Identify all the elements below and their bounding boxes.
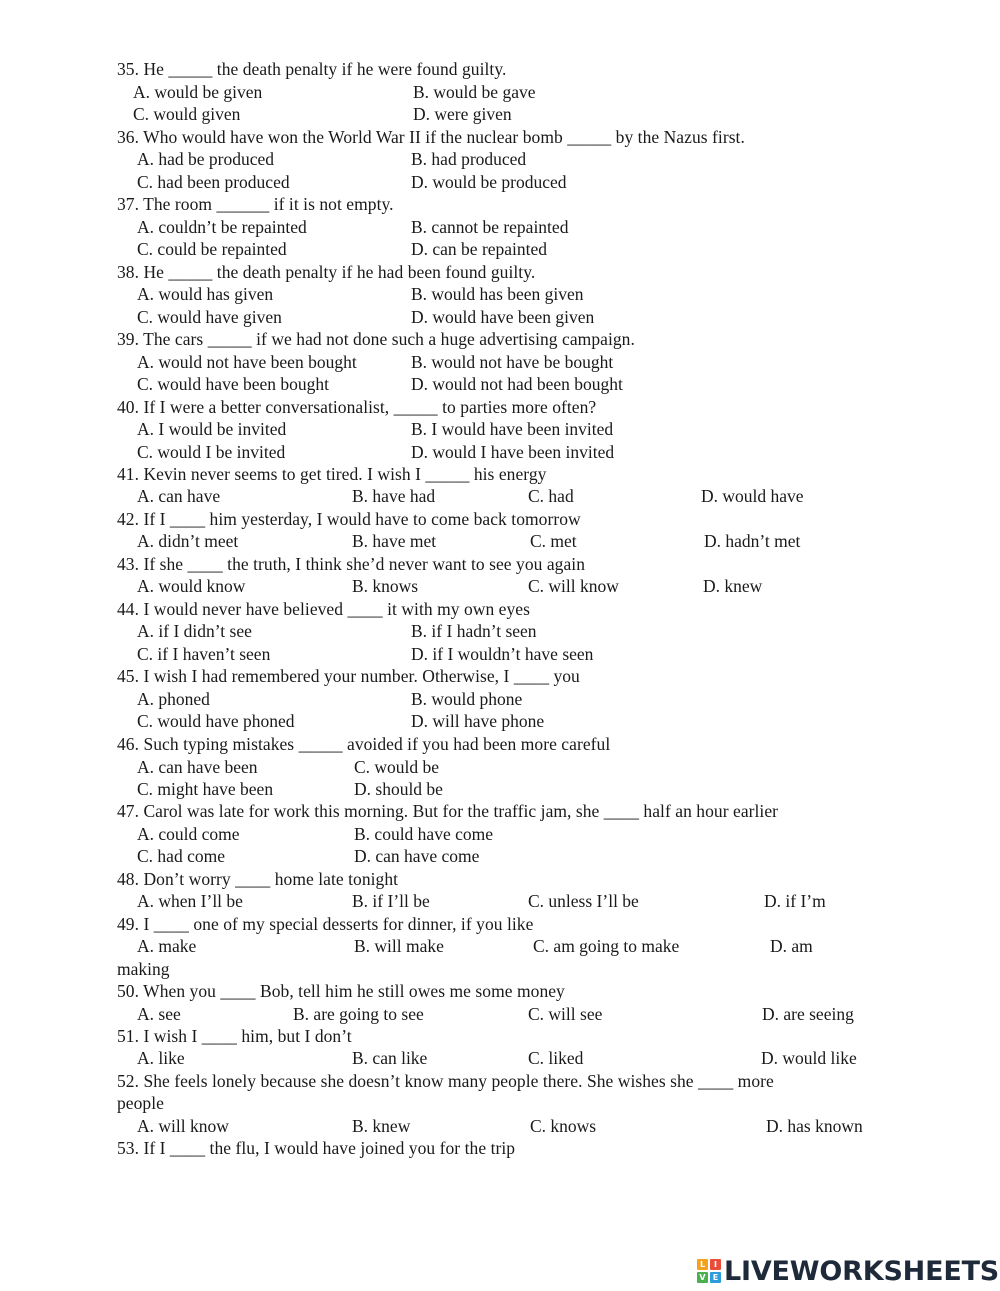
question-49-option-d-wrap: making	[117, 959, 170, 979]
question-37-stem: 37. The room ______ if it is not empty.	[117, 194, 394, 214]
question-40-stem: 40. If I were a better conversationalist, _____ to parties more often?	[117, 397, 597, 417]
question-36-option-c[interactable]: C. had been produced	[137, 172, 290, 192]
logo-tile-e: E	[710, 1272, 721, 1283]
question-47-option-b[interactable]: B. could have come	[354, 824, 493, 844]
question-43-option-b[interactable]: B. knows	[352, 576, 419, 596]
question-38-option-d[interactable]: D. would have been given	[411, 307, 595, 327]
logo-tile-i: I	[710, 1259, 721, 1270]
question-42-option-a[interactable]: A. didn’t meet	[137, 531, 239, 551]
question-50-option-c[interactable]: C. will see	[528, 1004, 603, 1024]
question-41-option-d[interactable]: D. would have	[701, 486, 804, 506]
question-49-option-d[interactable]: D. am	[770, 936, 813, 956]
question-46-option-c1[interactable]: C. would be	[354, 757, 440, 777]
liveworksheets-logo	[697, 1255, 999, 1287]
question-46-option-d[interactable]: D. should be	[354, 779, 443, 799]
question-40-option-c[interactable]: C. would I be invited	[137, 442, 286, 462]
question-35-option-a[interactable]: A. would be given	[133, 82, 263, 102]
question-41-option-c[interactable]: C. had	[528, 486, 574, 506]
question-51-option-d[interactable]: D. would like	[761, 1048, 857, 1068]
question-35-option-c[interactable]: C. would given	[133, 104, 241, 124]
question-42-stem: 42. If I ____ him yesterday, I would have to come back tomorrow	[117, 509, 581, 529]
question-42-option-d[interactable]: D. hadn’t met	[704, 531, 801, 551]
question-37-option-c[interactable]: C. could be repainted	[137, 239, 287, 259]
question-48-stem: 48. Don’t worry ____ home late tonight	[117, 869, 399, 889]
question-37-option-b[interactable]: B. cannot be repainted	[411, 217, 569, 237]
logo-tile-v: V	[697, 1272, 708, 1283]
question-45-option-a[interactable]: A. phoned	[137, 689, 210, 709]
question-35-option-d[interactable]: D. were given	[413, 104, 512, 124]
question-38-stem: 38. He _____ the death penalty if he had been found guilty.	[117, 262, 536, 282]
question-46-stem: 46. Such typing mistakes _____ avoided if you had been more careful	[117, 734, 611, 754]
question-51-stem: 51. I wish I ____ him, but I don’t	[117, 1026, 352, 1046]
question-39-option-b[interactable]: B. would not have be bought	[411, 352, 614, 372]
question-43-option-c[interactable]: C. will know	[528, 576, 619, 596]
question-36-option-d[interactable]: D. would be produced	[411, 172, 567, 192]
question-46-option-a[interactable]: A. can have been	[137, 757, 258, 777]
question-48-option-b[interactable]: B. if I’ll be	[352, 891, 430, 911]
question-50-stem: 50. When you ____ Bob, tell him he still owes me some money	[117, 981, 565, 1001]
question-45-stem: 45. I wish I had remembered your number. Otherwise, I ____ you	[117, 666, 580, 686]
question-52-stem-wrap: people	[117, 1093, 164, 1113]
question-40-option-b[interactable]: B. I would have been invited	[411, 419, 614, 439]
question-36-option-a[interactable]: A. had be produced	[137, 149, 275, 169]
question-47-option-c[interactable]: C. had come	[137, 846, 225, 866]
question-47-stem: 47. Carol was late for work this morning. But for the traffic jam, she ____ half an hour earlier	[117, 801, 779, 821]
question-39-option-a[interactable]: A. would not have been bought	[137, 352, 357, 372]
question-48-option-d[interactable]: D. if I’m	[764, 891, 826, 911]
question-49-option-c[interactable]: C. am going to make	[533, 936, 680, 956]
question-40-option-a[interactable]: A. I would be invited	[137, 419, 287, 439]
logo-tiles	[697, 1259, 721, 1283]
question-35-option-b[interactable]: B. would be gave	[413, 82, 536, 102]
question-43-stem: 43. If she ____ the truth, I think she’d never want to see you again	[117, 554, 586, 574]
question-46-option-c2[interactable]: C. might have been	[137, 779, 274, 799]
question-38-option-c[interactable]: C. would have given	[137, 307, 282, 327]
question-36-option-b[interactable]: B. had produced	[411, 149, 527, 169]
question-35-stem: 35. He _____ the death penalty if he were found guilty.	[117, 59, 507, 79]
question-37-option-d[interactable]: D. can be repainted	[411, 239, 548, 259]
question-44-option-a[interactable]: A. if I didn’t see	[137, 621, 252, 641]
question-41-stem: 41. Kevin never seems to get tired. I wish I _____ his energy	[117, 464, 547, 484]
question-52-option-c[interactable]: C. knows	[530, 1116, 597, 1136]
question-44-option-b[interactable]: B. if I hadn’t seen	[411, 621, 537, 641]
question-44-stem: 44. I would never have believed ____ it with my own eyes	[117, 599, 530, 619]
question-39-option-d[interactable]: D. would not had been bought	[411, 374, 623, 394]
question-44-option-c[interactable]: C. if I haven’t seen	[137, 644, 271, 664]
question-37-option-a[interactable]: A. couldn’t be repainted	[137, 217, 307, 237]
question-49-option-b[interactable]: B. will make	[354, 936, 444, 956]
logo-wordmark: LIVEWORKSHEETS	[724, 1255, 1000, 1287]
question-52-option-b[interactable]: B. knew	[352, 1116, 411, 1136]
question-48-option-a[interactable]: A. when I’ll be	[137, 891, 243, 911]
question-47-option-d[interactable]: D. can have come	[354, 846, 480, 866]
question-40-option-d[interactable]: D. would I have been invited	[411, 442, 615, 462]
question-51-option-a[interactable]: A. like	[137, 1048, 185, 1068]
question-39-option-c[interactable]: C. would have been bought	[137, 374, 329, 394]
question-36-stem: 36. Who would have won the World War II if the nuclear bomb _____ by the Nazus first.	[117, 127, 745, 147]
question-43-option-a[interactable]: A. would know	[137, 576, 246, 596]
question-51-option-b[interactable]: B. can like	[352, 1048, 428, 1068]
question-38-option-a[interactable]: A. would has given	[137, 284, 274, 304]
question-48-option-c[interactable]: C. unless I’ll be	[528, 891, 639, 911]
question-42-option-c[interactable]: C. met	[530, 531, 577, 551]
question-49-option-a[interactable]: A. make	[137, 936, 197, 956]
question-45-option-c[interactable]: C. would have phoned	[137, 711, 295, 731]
question-43-option-d[interactable]: D. knew	[703, 576, 763, 596]
question-52-option-d[interactable]: D. has known	[766, 1116, 863, 1136]
question-53-stem: 53. If I ____ the flu, I would have joined you for the trip	[117, 1138, 516, 1158]
question-50-option-b[interactable]: B. are going to see	[293, 1004, 424, 1024]
question-42-option-b[interactable]: B. have met	[352, 531, 437, 551]
logo-tile-l: L	[697, 1259, 708, 1270]
question-52-stem: 52. She feels lonely because she doesn’t know many people there. She wishes she ____ more	[117, 1071, 774, 1091]
question-49-stem: 49. I ____ one of my special desserts for dinner, if you like	[117, 914, 534, 934]
question-38-option-b[interactable]: B. would has been given	[411, 284, 584, 304]
question-52-option-a[interactable]: A. will know	[137, 1116, 229, 1136]
question-47-option-a[interactable]: A. could come	[137, 824, 240, 844]
question-50-option-d[interactable]: D. are seeing	[762, 1004, 854, 1024]
question-50-option-a[interactable]: A. see	[137, 1004, 181, 1024]
question-39-stem: 39. The cars _____ if we had not done such a huge advertising campaign.	[117, 329, 635, 349]
question-45-option-b[interactable]: B. would phone	[411, 689, 523, 709]
question-51-option-c[interactable]: C. liked	[528, 1048, 584, 1068]
question-44-option-d[interactable]: D. if I wouldn’t have seen	[411, 644, 594, 664]
question-41-option-b[interactable]: B. have had	[352, 486, 436, 506]
question-45-option-d[interactable]: D. will have phone	[411, 711, 545, 731]
question-41-option-a[interactable]: A. can have	[137, 486, 221, 506]
